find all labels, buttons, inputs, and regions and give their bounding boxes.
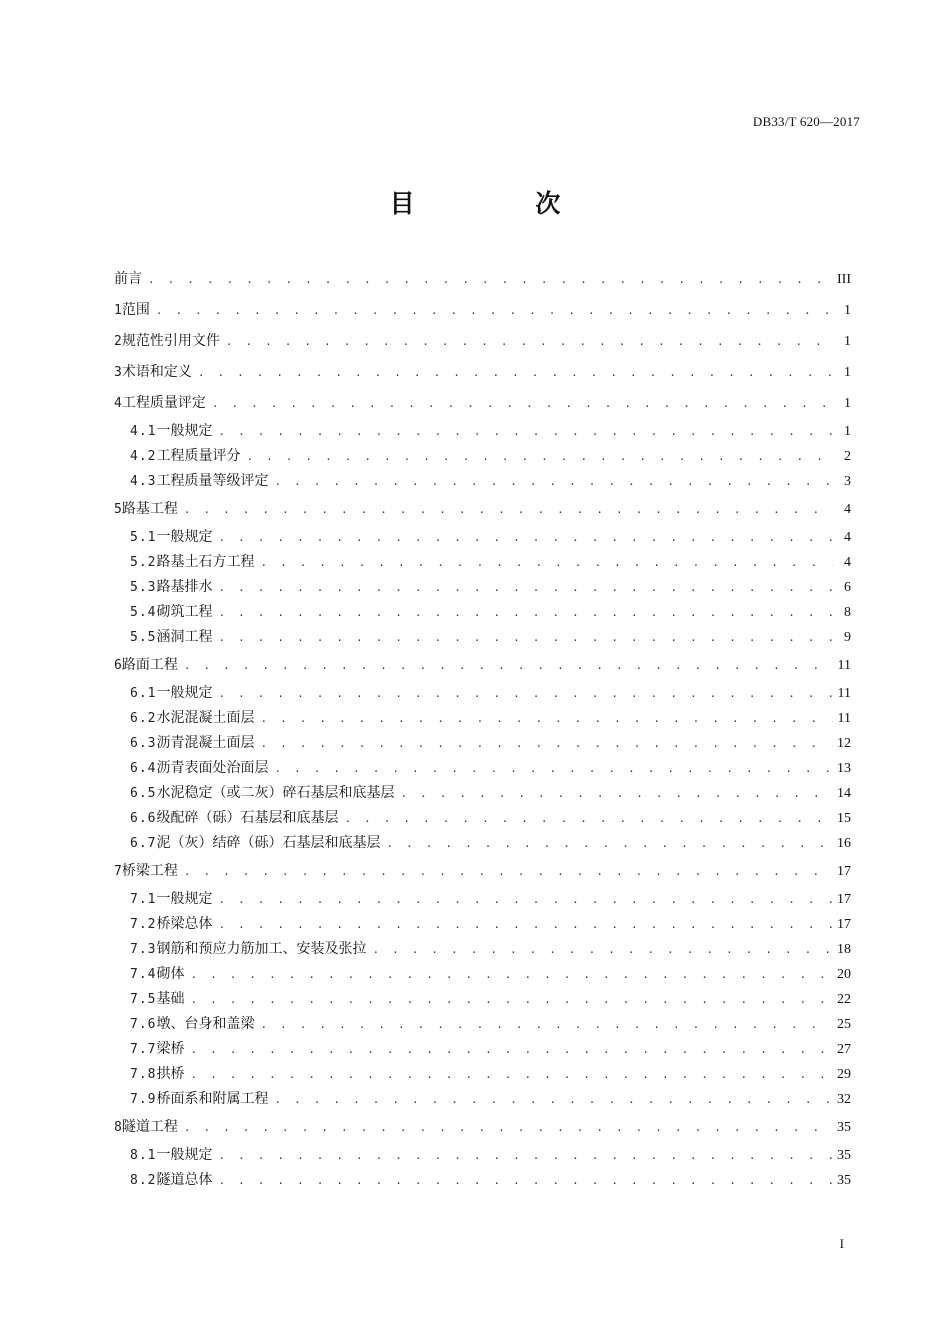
- toc-entry-number: 1: [114, 303, 122, 318]
- toc-dot-leader: [198, 357, 833, 388]
- toc-entry[interactable]: [114, 962, 851, 987]
- toc-dot-leader: [184, 856, 833, 887]
- toc-entry-number: 5.2: [130, 555, 157, 570]
- toc-entry-page: 17: [837, 917, 851, 932]
- toc-entry-label: 工程质量评分: [156, 448, 241, 464]
- toc-entry-number: 7.8: [130, 1067, 157, 1082]
- toc-entry[interactable]: [114, 525, 851, 550]
- toc-dot-leader: [274, 469, 833, 494]
- toc-entry-page: 35: [837, 1173, 851, 1188]
- toc-entry-number: 7.2: [130, 917, 157, 932]
- toc-dot-leader: [218, 600, 833, 625]
- toc-entry-page: 13: [837, 761, 851, 776]
- toc-entry[interactable]: [114, 419, 851, 444]
- toc-entry[interactable]: [114, 1168, 851, 1193]
- toc-entry-page: 22: [837, 992, 851, 1007]
- toc-entry-label: 一般规定: [156, 529, 213, 545]
- toc-dot-leader: [400, 781, 833, 806]
- toc-entry-page: 17: [837, 864, 851, 879]
- toc-dot-leader: [372, 937, 833, 962]
- toc-entry-page: 4: [844, 502, 851, 517]
- toc-entry-number: 5.5: [130, 630, 157, 645]
- toc-entry-label: 一般规定: [156, 1147, 213, 1163]
- toc-entry-number: 7.1: [130, 892, 157, 907]
- toc-entry-label: 工程质量等级评定: [156, 473, 269, 489]
- toc-entry-label: 桥梁总体: [156, 916, 213, 932]
- toc-entry-label: 泥（灰）结碎（砾）石基层和底基层: [156, 835, 381, 851]
- toc-dot-leader: [218, 525, 833, 550]
- toc-dot-leader: [190, 987, 833, 1012]
- toc-entry[interactable]: [114, 1037, 851, 1062]
- toc-entry-label: 砌体: [156, 966, 185, 982]
- page-title: 目 次: [389, 189, 617, 218]
- toc-entry-page: 1: [844, 365, 851, 380]
- toc-dot-leader: [218, 625, 833, 650]
- toc-entry-label: 梁桥: [156, 1041, 185, 1057]
- toc-entry-page: 9: [844, 630, 851, 645]
- toc-entry-label: 钢筋和预应力筋加工、安装及张拉: [156, 941, 367, 957]
- toc-entry-page: 16: [837, 836, 851, 851]
- table-of-contents: [114, 264, 851, 1193]
- toc-entry-number: 6.1: [130, 686, 157, 701]
- toc-entry[interactable]: [114, 295, 851, 326]
- toc-entry[interactable]: [114, 444, 851, 469]
- toc-entry-number: 7.5: [130, 992, 157, 1007]
- toc-entry-page: 25: [837, 1017, 851, 1032]
- toc-entry-page: 11: [837, 686, 851, 701]
- toc-dot-leader: [226, 326, 833, 357]
- toc-entry-label: 一般规定: [156, 891, 213, 907]
- toc-entry[interactable]: [114, 1087, 851, 1112]
- page-number: I: [839, 1236, 844, 1251]
- toc-entry-label: 范围: [121, 302, 150, 318]
- toc-entry[interactable]: [114, 1112, 851, 1143]
- toc-entry-label: 级配碎（砾）石基层和底基层: [156, 810, 339, 826]
- toc-entry-page: III: [837, 272, 851, 287]
- toc-entry-page: 29: [837, 1067, 851, 1082]
- toc-entry-page: 27: [837, 1042, 851, 1057]
- toc-dot-leader: [218, 912, 833, 937]
- toc-entry[interactable]: [114, 731, 851, 756]
- toc-entry-label: 一般规定: [156, 423, 213, 439]
- toc-entry[interactable]: [114, 806, 851, 831]
- toc-entry[interactable]: [114, 625, 851, 650]
- toc-entry[interactable]: [114, 781, 851, 806]
- toc-entry-page: 15: [837, 811, 851, 826]
- toc-entry-label: 规范性引用文件: [121, 333, 220, 349]
- toc-entry-label: 墩、台身和盖梁: [156, 1016, 255, 1032]
- toc-entry-page: 3: [844, 474, 851, 489]
- toc-dot-leader: [218, 887, 833, 912]
- toc-entry-number: 5.3: [130, 580, 157, 595]
- toc-entry[interactable]: [114, 600, 851, 625]
- toc-entry-label: 路面工程: [121, 657, 178, 673]
- toc-dot-leader: [218, 1143, 833, 1168]
- toc-entry-page: 2: [844, 449, 851, 464]
- toc-entry-label: 沥青表面处治面层: [156, 760, 269, 776]
- toc-entry-label: 路基工程: [121, 501, 178, 517]
- toc-dot-leader: [184, 1112, 833, 1143]
- toc-entry-label: 隧道工程: [121, 1119, 178, 1135]
- toc-entry[interactable]: [114, 650, 851, 681]
- toc-entry[interactable]: [114, 856, 851, 887]
- toc-entry-page: 35: [837, 1120, 851, 1135]
- toc-entry-label: 隧道总体: [156, 1172, 213, 1188]
- toc-entry-number: 7.9: [130, 1092, 157, 1107]
- toc-dot-leader: [218, 681, 833, 706]
- toc-entry-number: 5.1: [130, 530, 157, 545]
- toc-entry-label: 水泥稳定（或二灰）碎石基层和底基层: [156, 785, 395, 801]
- toc-entry-page: 6: [844, 580, 851, 595]
- toc-entry-label: 基础: [156, 991, 185, 1007]
- toc-entry-label: 一般规定: [156, 685, 213, 701]
- toc-entry[interactable]: [114, 326, 851, 357]
- toc-entry[interactable]: [114, 756, 851, 781]
- toc-dot-leader: [274, 1087, 833, 1112]
- toc-dot-leader: [260, 706, 833, 731]
- toc-entry-label: 桥梁工程: [121, 863, 178, 879]
- toc-dot-leader: [260, 1012, 833, 1037]
- toc-entry-number: 6.5: [130, 786, 157, 801]
- toc-entry-page: 11: [837, 658, 851, 673]
- toc-entry-number: 6.7: [130, 836, 157, 851]
- toc-dot-leader: [212, 388, 833, 419]
- toc-entry-number: 7.6: [130, 1017, 157, 1032]
- toc-entry-number: 6.2: [130, 711, 157, 726]
- toc-entry-number: 4: [114, 396, 122, 411]
- toc-entry[interactable]: [114, 357, 851, 388]
- toc-entry[interactable]: [114, 706, 851, 731]
- toc-entry-number: 4.1: [130, 424, 157, 439]
- toc-entry-page: 11: [837, 711, 851, 726]
- toc-entry[interactable]: [114, 469, 851, 494]
- toc-entry-number: 4.2: [130, 449, 157, 464]
- toc-entry-number: 8: [114, 1120, 122, 1135]
- toc-entry-label: 工程质量评定: [121, 395, 206, 411]
- toc-entry[interactable]: [114, 1012, 851, 1037]
- toc-entry-label: 桥面系和附属工程: [156, 1091, 269, 1107]
- toc-entry[interactable]: [114, 264, 851, 295]
- toc-entry-number: 7.3: [130, 942, 157, 957]
- toc-entry-number: 5: [114, 502, 122, 517]
- toc-dot-leader: [148, 264, 833, 295]
- toc-entry-page: 8: [844, 605, 851, 620]
- toc-dot-leader: [260, 550, 833, 575]
- toc-entry-page: 4: [844, 555, 851, 570]
- toc-entry[interactable]: [114, 550, 851, 575]
- toc-entry[interactable]: [114, 937, 851, 962]
- toc-dot-leader: [274, 756, 833, 781]
- toc-dot-leader: [190, 962, 833, 987]
- toc-entry-page: 17: [837, 892, 851, 907]
- toc-entry-number: 8.2: [130, 1173, 157, 1188]
- toc-entry-page: 12: [837, 736, 851, 751]
- toc-entry[interactable]: [114, 494, 851, 525]
- toc-entry-page: 35: [837, 1148, 851, 1163]
- toc-entry[interactable]: [114, 1143, 851, 1168]
- toc-entry-label: 砌筑工程: [156, 604, 213, 620]
- toc-entry-label: 水泥混凝土面层: [156, 710, 255, 726]
- toc-dot-leader: [246, 444, 833, 469]
- toc-dot-leader: [184, 650, 833, 681]
- toc-entry-number: 4.3: [130, 474, 157, 489]
- toc-entry[interactable]: [114, 831, 851, 856]
- toc-entry-number: 7.7: [130, 1042, 157, 1057]
- toc-entry-number: 8.1: [130, 1148, 157, 1163]
- toc-dot-leader: [156, 295, 833, 326]
- toc-entry-page: 1: [844, 303, 851, 318]
- toc-entry-label: 沥青混凝土面层: [156, 735, 255, 751]
- toc-dot-leader: [190, 1037, 833, 1062]
- toc-entry-number: 6.4: [130, 761, 157, 776]
- toc-entry-label: 前言: [114, 271, 142, 287]
- toc-entry[interactable]: [114, 912, 851, 937]
- toc-entry-page: 1: [844, 424, 851, 439]
- toc-dot-leader: [218, 575, 833, 600]
- toc-entry[interactable]: [114, 575, 851, 600]
- toc-entry-page: 20: [837, 967, 851, 982]
- toc-dot-leader: [344, 806, 833, 831]
- toc-entry-page: 32: [837, 1092, 851, 1107]
- toc-entry-number: 6.3: [130, 736, 157, 751]
- toc-entry-label: 路基排水: [156, 579, 213, 595]
- toc-entry[interactable]: [114, 388, 851, 419]
- toc-entry-label: 路基土石方工程: [156, 554, 255, 570]
- toc-entry[interactable]: [114, 681, 851, 706]
- toc-entry-page: 18: [837, 942, 851, 957]
- toc-entry[interactable]: [114, 987, 851, 1012]
- toc-entry-number: 2: [114, 334, 122, 349]
- toc-entry-number: 6.6: [130, 811, 157, 826]
- toc-entry[interactable]: [114, 1062, 851, 1087]
- toc-entry-page: 4: [844, 530, 851, 545]
- toc-dot-leader: [190, 1062, 833, 1087]
- toc-entry-label: 术语和定义: [121, 364, 192, 380]
- toc-dot-leader: [218, 1168, 833, 1193]
- toc-entry-number: 5.4: [130, 605, 157, 620]
- toc-entry-number: 3: [114, 365, 122, 380]
- toc-entry-page: 14: [837, 786, 851, 801]
- toc-dot-leader: [184, 494, 833, 525]
- toc-entry-label: 涵洞工程: [156, 629, 213, 645]
- toc-entry-number: 7.4: [130, 967, 157, 982]
- toc-dot-leader: [260, 731, 833, 756]
- toc-dot-leader: [218, 419, 833, 444]
- toc-entry-page: 1: [844, 396, 851, 411]
- toc-entry-number: 6: [114, 658, 122, 673]
- toc-entry[interactable]: [114, 887, 851, 912]
- toc-entry-label: 拱桥: [156, 1066, 185, 1082]
- toc-entry-page: 1: [844, 334, 851, 349]
- document-code: DB33/T 620—2017: [752, 114, 860, 129]
- toc-entry-number: 7: [114, 864, 122, 879]
- toc-dot-leader: [386, 831, 833, 856]
